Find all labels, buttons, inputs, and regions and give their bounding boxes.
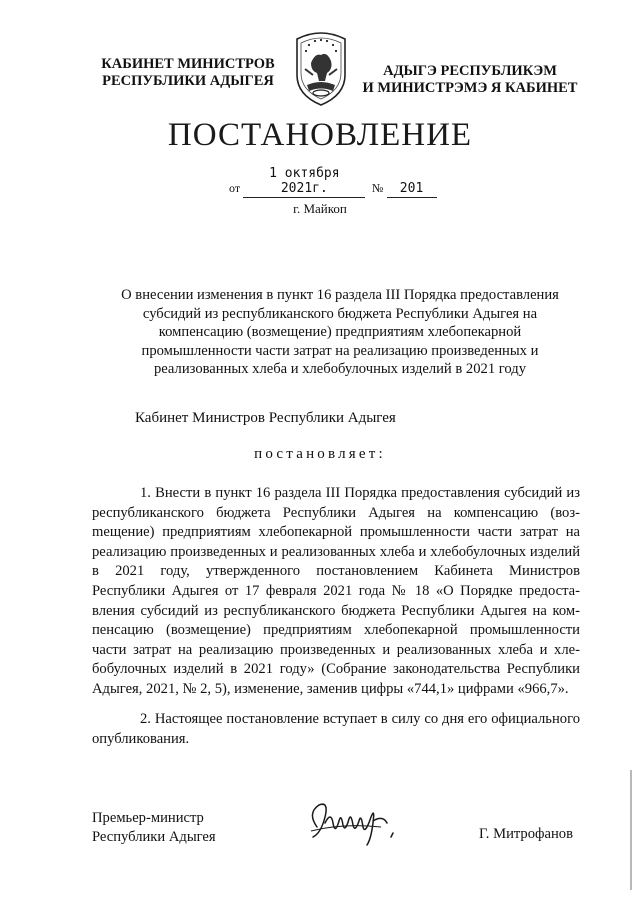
document-number: 201 (387, 181, 437, 198)
date-number-line (229, 166, 437, 198)
paragraph-2: 2. Настоящее постановление вступает в силу со дня его официального опубликования. (92, 711, 580, 747)
subject-line: компенсацию (возмещение) предприятиям хлебопекарной (158, 324, 522, 340)
issuer-line-2: РЕСПУБЛИКИ АДЫГЕЯ (102, 73, 274, 89)
issuer-line-1: КАБИНЕТ МИНИСТРОВ (101, 56, 275, 72)
handwritten-signature (303, 793, 413, 853)
subject-line: О внесении изменения в пункт 16 раздела III Порядка предоставления (121, 287, 559, 303)
issuer-name-adyghe (360, 63, 580, 97)
document-subject (100, 286, 580, 379)
signatory-title-line-2: Республики Адыгея (92, 829, 216, 845)
document-date: 1 октября 2021г. (243, 166, 365, 198)
signatory-name: Г. Митрофанов (479, 826, 573, 842)
scan-edge-divider (630, 770, 632, 890)
issuer-adyghe-line-2: И МИНИСТРЭМЭ Я КАБИНЕТ (362, 80, 578, 96)
number-sign: № (371, 181, 384, 195)
signatory-title (92, 809, 216, 847)
signatory-title-line-1: Премьер-министр (92, 810, 204, 826)
subject-line: промышленности части затрат на реализацию произведенных и (141, 342, 539, 359)
document-title: ПОСТАНОВЛЕНИЕ (167, 117, 473, 153)
city-line: г. Майкоп (293, 201, 347, 216)
issuer-adyghe-line-1: АДЫГЭ РЕСПУБЛИКЭМ (383, 63, 557, 79)
date-prefix: от (229, 181, 241, 195)
issuer-name-russian (88, 56, 288, 90)
subject-line: субсидий из республиканского бюджета Республики Адыгея на (142, 305, 538, 322)
issuing-body: Кабинет Министров Республики Адыгея (135, 410, 396, 426)
decree-word: постановляет: (254, 446, 386, 462)
subject-line: реализованных хлеба и хлебобулочных изделий в 2021 году (153, 361, 526, 377)
coat-of-arms-icon (289, 29, 353, 109)
paragraph-1: 1. Внести в пункт 16 раздела III Порядка предоставления субсидий из республиканского бюджета Республики Адыгея на компенсацию (возmещение) предприятиям хлебопекарной промышленности части затрат на реализацию произведенных и реализованных хлеба и хлебобулочных изделий в 2021 году, утвержденного постановлением Кабинета Министров Республики Адыгея от 17 февраля 2021 года № 18 «О Порядке предоставления субсидий из республиканского бюджета Республики Адыгея на компенсацию (возмещение) предприятиям хлебопекарной промышленности части затрат на реализацию произведенных и реализованных хлеба и хлебобулочных изделий в 2021 году» (Собрание законодательства Республики Адыгея, 2021, № 2, 5), изменение, заменив цифры «744,1» цифрами «966,7». (92, 485, 580, 697)
